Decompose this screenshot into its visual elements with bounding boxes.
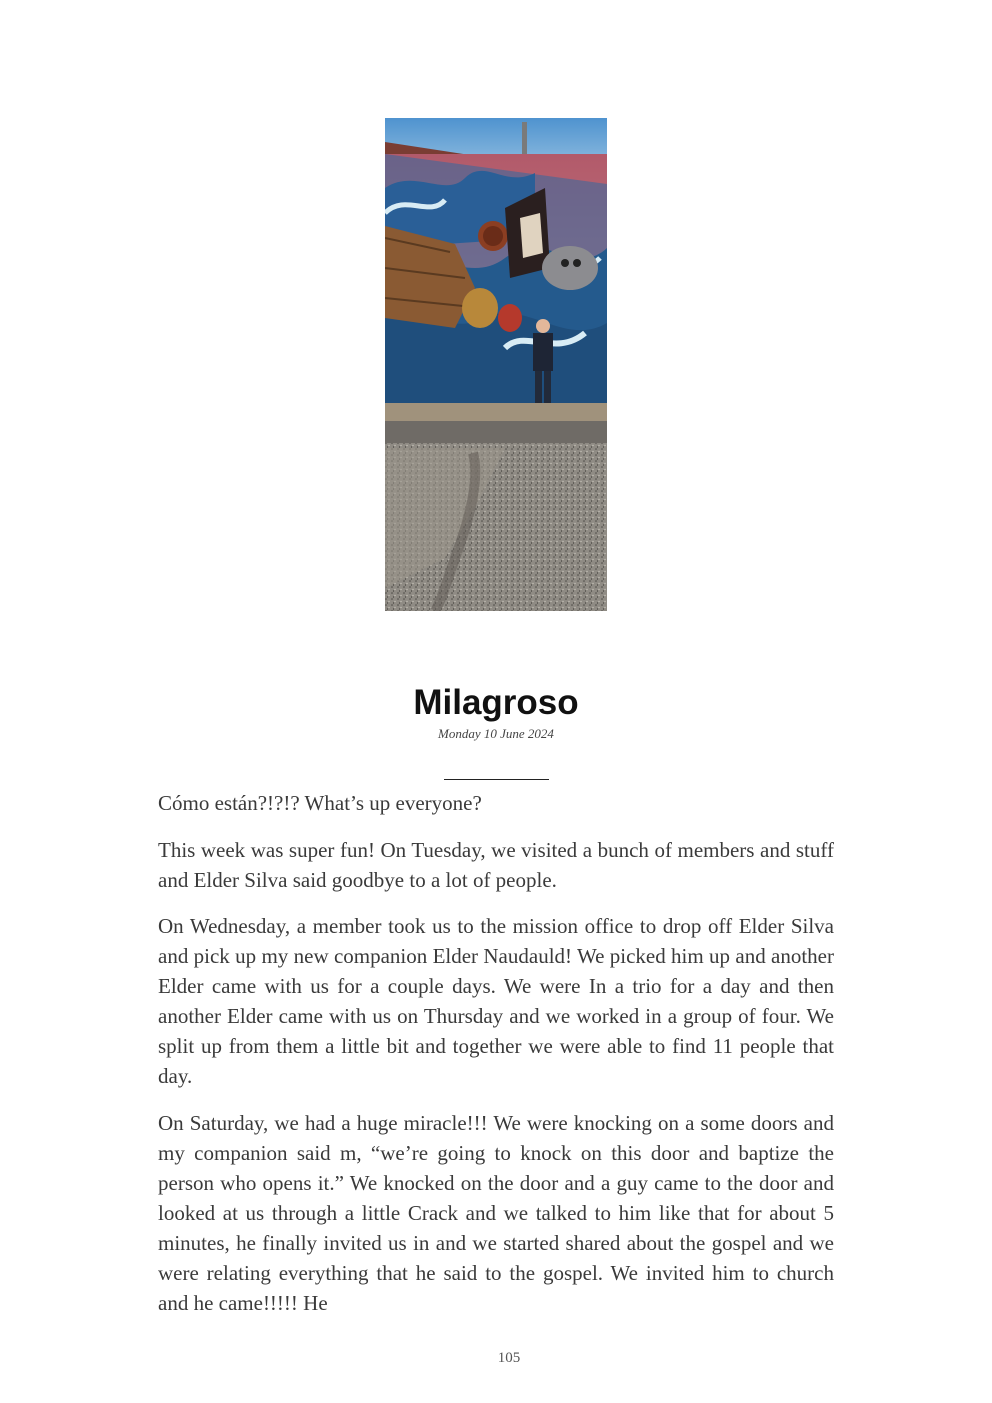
article-date: Monday 10 June 2024 — [438, 726, 554, 741]
paragraph: This week was super fun! On Tuesday, we visited a bunch of members and stuff and Elder Silva said goodbye to a lot of people. — [158, 837, 834, 892]
paragraph: On Saturday, we had a huge miracle!!! We were knocking on a some doors and my companion said m, “we’re going to knock on this door and baptize the person who opens it.” We knocked on the door and a guy came to the door and looked at us through a little Crack and we talked to him like that for about 5 minutes, he finally invited us in and we started shared about the gospel and we were relating everything that he said to the gospel. We invited him to church and he came!!!!! He — [158, 1110, 834, 1315]
paragraph: Cómo están?!?!? What’s up everyone? — [158, 791, 482, 815]
article-body — [158, 788, 834, 1334]
paragraph: On Wednesday, a member took us to the mission office to drop off Elder Silva and pick up my new companion Elder Naudauld! We picked him up and another Elder came with us for a couple days. We were In a trio for a day and then another Elder came with us on Thursday and we worked in a group of four. We split up from them a little bit and together we were able to find 11 people that day. — [158, 914, 834, 1088]
page-number: 105 — [497, 1350, 521, 1366]
title-divider — [444, 779, 549, 780]
article-title: Milagroso — [413, 683, 579, 722]
missionary-mural-photo — [385, 118, 607, 611]
